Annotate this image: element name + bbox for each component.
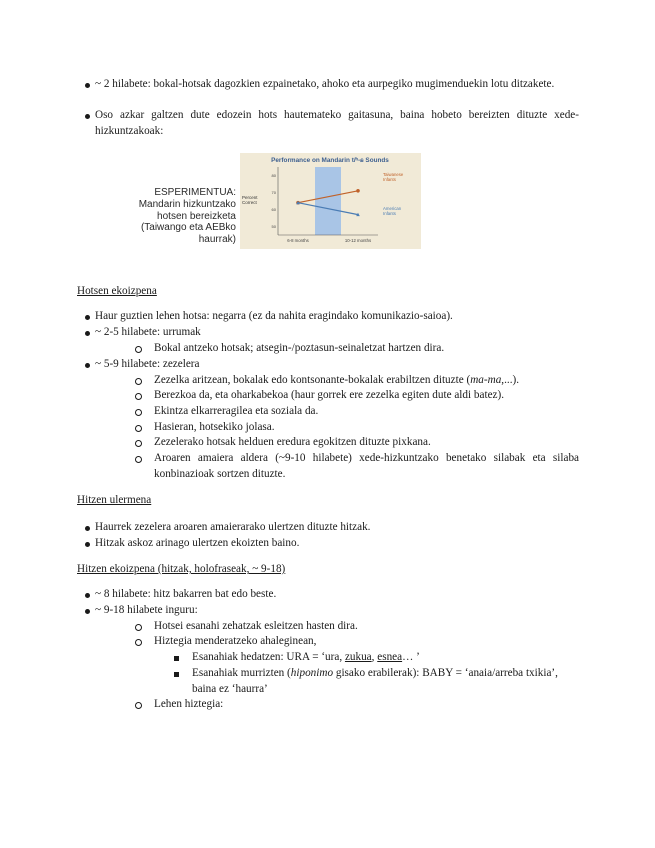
list-item: Aroaren amaiera aldera (~9-10 hilabete) xede-hizkuntzako benetako silabak eta silaba konbinazioak sortzen dituzte. bbox=[154, 451, 579, 482]
list-item: Haur guztien lehen hotsa: negarra (ez da nahita eragindako komunikazio-saioa). bbox=[95, 309, 579, 325]
bullet-circle-icon bbox=[135, 425, 142, 432]
section-heading: Hotsen ekoizpena bbox=[77, 285, 157, 297]
bullet-icon bbox=[85, 331, 90, 336]
bullet-circle-icon bbox=[135, 440, 142, 447]
legend-taiwanese-2: Infants bbox=[383, 177, 396, 182]
data-point-taiwanese bbox=[356, 189, 360, 193]
list-item: ~ 8 hilabete: hitz bakarren bat edo beste. bbox=[95, 587, 579, 603]
chart-title: Performance on Mandarin t/ʰ-ɕ Sounds bbox=[271, 157, 389, 164]
list-item: Oso azkar galtzen dute edozein hots hautemateko gaitasuna, baina hobeto bereizten dituzte xede-hizkuntzakoak: bbox=[95, 108, 579, 139]
list-item: Esanahiak hedatzen: URA = ‘ura, zukua, esnea… ’ bbox=[192, 650, 579, 666]
list-item: Hotsei esanahi zehatzak esleitzen hasten dira. bbox=[154, 619, 579, 635]
x-tick-label: 10-12 months bbox=[344, 238, 372, 243]
list-item: Ekintza elkarreragilea eta soziala da. bbox=[154, 404, 579, 420]
list-item: ~ 9-18 hilabete inguru: bbox=[95, 603, 579, 619]
bullet-circle-icon bbox=[135, 378, 142, 385]
list-item: Esanahiak murrizten (hiponimo gisako erabilerak): BABY = ‘anaia/arreba txikia’, baina ez ‘haurra’ bbox=[192, 666, 579, 697]
section-heading: Hitzen ekoizpena (hitzak, holofraseak, ~ 9-18) bbox=[77, 563, 286, 575]
bullet-icon bbox=[85, 542, 90, 547]
list-item: Lehen hiztegia: bbox=[154, 697, 579, 713]
section-heading: Hitzen ulermena bbox=[77, 494, 152, 506]
bullet-square-icon bbox=[174, 656, 179, 661]
list-item: ~ 2 hilabete: bokal-hotsak dagozkien ezpainetako, ahoko eta aurpegiko mugimenduekin lotu ditzakete. bbox=[95, 77, 579, 93]
y-tick-label: 80 bbox=[271, 173, 276, 178]
list-item: Zezelka aritzean, bokalak edo kontsonante-bokalak erabiltzen dituzte (ma-ma,...). bbox=[154, 373, 579, 389]
legend-taiwanese: Taiwanese bbox=[383, 172, 404, 177]
y-tick-label: 70 bbox=[271, 190, 276, 195]
list-item: Haurrek zezelera aroaren amaierarako ulertzen dituzte hitzak. bbox=[95, 520, 579, 536]
y-tick-label: 50 bbox=[271, 224, 276, 229]
bullet-circle-icon bbox=[135, 624, 142, 631]
list-item: ~ 2-5 hilabete: urrumak bbox=[95, 325, 579, 341]
bullet-icon bbox=[85, 593, 90, 598]
bullet-circle-icon bbox=[135, 409, 142, 416]
list-item: Hiztegia menderatzeko ahaleginean, bbox=[154, 634, 579, 650]
y-axis-label: Percent bbox=[242, 195, 258, 200]
legend-american-2: Infants bbox=[383, 211, 396, 216]
bullet-circle-icon bbox=[135, 346, 142, 353]
bullet-icon bbox=[85, 315, 90, 320]
list-item: Hitzak askoz arinago ulertzen ekoizten baino. bbox=[95, 536, 579, 552]
bullet-circle-icon bbox=[135, 639, 142, 646]
legend-american: American bbox=[383, 206, 402, 211]
list-item: ~ 5-9 hilabete: zezelera bbox=[95, 357, 579, 373]
bullet-circle-icon bbox=[135, 393, 142, 400]
bullet-circle-icon bbox=[135, 456, 142, 463]
bullet-icon bbox=[85, 363, 90, 368]
y-axis-label-2: Correct bbox=[242, 200, 257, 205]
bullet-icon bbox=[85, 114, 90, 119]
list-item: Bokal antzeko hotsak; atsegin-/poztasun-seinaletzat hartzen dira. bbox=[154, 341, 579, 357]
x-tick-label: 6-8 months bbox=[287, 238, 309, 243]
y-tick-label: 60 bbox=[271, 207, 276, 212]
bullet-square-icon bbox=[174, 672, 179, 677]
bullet-icon bbox=[85, 83, 90, 88]
mandarin-performance-chart bbox=[240, 153, 421, 249]
figure-caption: ESPERIMENTUA: Mandarin hizkuntzako hotsen bereizketa (Taiwango eta AEBko haurrak) bbox=[138, 187, 236, 246]
bullet-circle-icon bbox=[135, 702, 142, 709]
bullet-icon bbox=[85, 526, 90, 531]
list-item: Berezkoa da, eta oharkabekoa (haur gorrek ere zezelka egiten dute aldi batez). bbox=[154, 388, 579, 404]
list-item: Zezelerako hotsak helduen eredura egokitzen dituzte pixkana. bbox=[154, 435, 579, 451]
list-item: Hasieran, hotsekiko jolasa. bbox=[154, 420, 579, 436]
bullet-icon bbox=[85, 609, 90, 614]
chart-highlight-band bbox=[315, 167, 341, 235]
